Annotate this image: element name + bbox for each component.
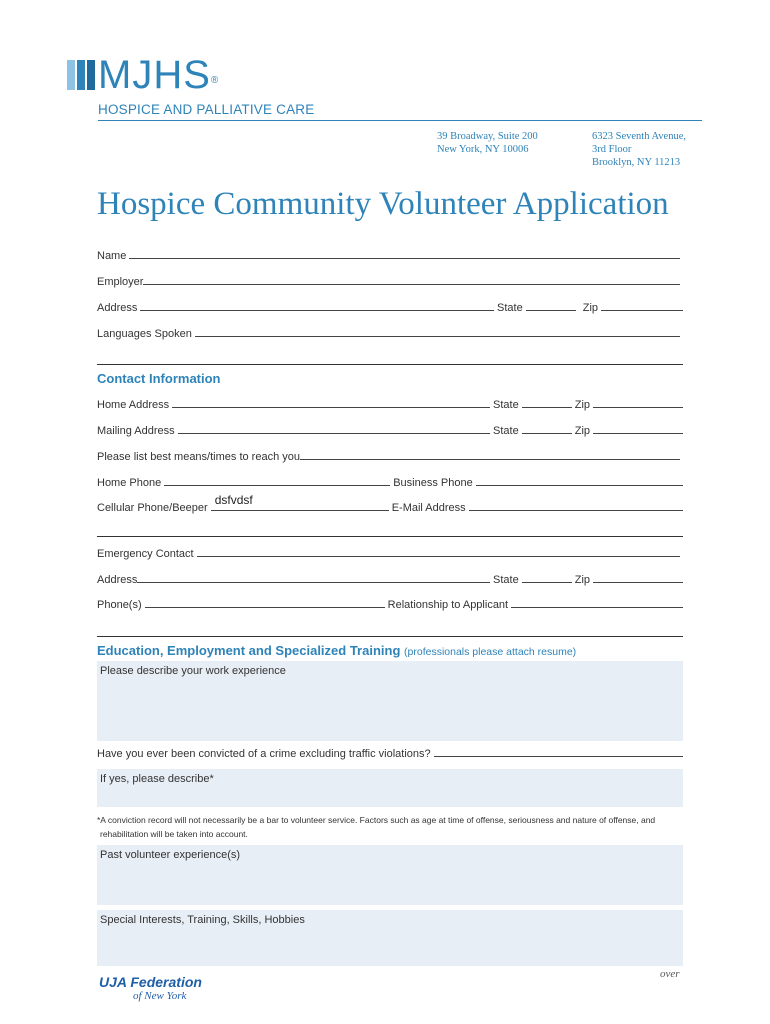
name-label: Name <box>97 250 127 262</box>
employer-field[interactable] <box>97 275 683 289</box>
home-address-row <box>97 398 683 412</box>
address-line: 39 Broadway, Suite 200 <box>437 131 538 142</box>
logo-subtitle: HOSPICE AND PALLIATIVE CARE <box>98 102 315 117</box>
state-line[interactable] <box>522 398 572 408</box>
business-phone-label: Business Phone <box>393 477 473 489</box>
employer-label: Employer <box>97 276 144 288</box>
relationship-line[interactable] <box>511 598 683 608</box>
zip-line[interactable] <box>593 398 683 408</box>
zip-label: Zip <box>574 399 590 411</box>
section-divider <box>97 364 683 365</box>
address-label: Address <box>97 302 138 314</box>
address-line: New York, NY 10006 <box>437 144 529 155</box>
work-experience-box[interactable] <box>97 661 683 741</box>
languages-line[interactable] <box>195 327 680 337</box>
emergency-contact-line[interactable] <box>197 547 680 557</box>
address-row <box>97 301 683 315</box>
special-interests-box[interactable] <box>97 910 683 966</box>
mailing-address-label: Mailing Address <box>97 425 175 437</box>
page-title: Hospice Community Volunteer Application <box>97 186 669 222</box>
phones-label: Phone(s) <box>97 599 142 611</box>
crime-question-field[interactable] <box>97 747 683 761</box>
section-divider <box>97 536 683 537</box>
state-line[interactable] <box>526 301 576 311</box>
zip-line[interactable] <box>593 424 683 434</box>
zip-label: Zip <box>574 574 590 586</box>
state-label: State <box>493 574 519 586</box>
crime-question-line[interactable] <box>434 747 683 757</box>
best-means-field[interactable] <box>97 450 683 464</box>
zip-line[interactable] <box>601 301 683 311</box>
home-phone-label: Home Phone <box>97 477 162 489</box>
employer-line[interactable] <box>143 275 680 285</box>
business-phone-line[interactable] <box>476 476 683 486</box>
address-line-input[interactable] <box>140 301 494 311</box>
contact-heading: Contact Information <box>97 371 221 386</box>
home-address-line[interactable] <box>172 398 490 408</box>
email-line[interactable] <box>469 501 683 511</box>
uja-federation-logo-subtitle: of New York <box>133 990 187 1002</box>
registered-mark: ® <box>210 75 220 86</box>
footnote-line: rehabilitation will be taken into account. <box>100 829 248 839</box>
address-line-input[interactable] <box>137 573 490 583</box>
name-line[interactable] <box>129 249 680 259</box>
address-line: 3rd Floor <box>592 144 632 155</box>
zip-label: Zip <box>574 425 590 437</box>
conviction-footnote <box>97 813 655 841</box>
address-line: Brooklyn, NY 11213 <box>592 157 681 168</box>
best-means-line[interactable] <box>300 450 680 460</box>
education-heading <box>97 643 576 658</box>
education-heading-text: Education, Employment and Specialized Training <box>97 643 401 658</box>
over-indicator: over <box>660 968 680 980</box>
cellular-label: Cellular Phone/Beeper <box>97 502 208 514</box>
home-phone-line[interactable] <box>164 476 390 486</box>
if-yes-label: If yes, please describe* <box>100 773 214 785</box>
work-experience-label: Please describe your work experience <box>100 665 286 677</box>
emergency-contact-field[interactable] <box>97 547 683 561</box>
past-volunteer-label: Past volunteer experience(s) <box>100 849 241 861</box>
cell-email-row <box>97 493 683 515</box>
zip-label: Zip <box>582 302 598 314</box>
crime-description-box[interactable] <box>97 769 683 807</box>
emergency-phone-row <box>97 598 683 612</box>
logo-wordmark <box>98 52 219 98</box>
best-means-label: Please list best means/times to reach you <box>97 451 300 463</box>
emergency-address-row <box>97 573 683 587</box>
state-line[interactable] <box>522 424 572 434</box>
phone-row <box>97 476 683 490</box>
cellular-value[interactable]: dsfvdsf <box>214 493 253 507</box>
logo-name: MJHS <box>98 53 211 97</box>
education-heading-note: (professionals please attach resume) <box>404 646 577 658</box>
phones-line[interactable] <box>145 598 385 608</box>
state-label: State <box>497 302 523 314</box>
special-interests-label: Special Interests, Training, Skills, Hobbies <box>100 914 305 926</box>
state-line[interactable] <box>522 573 572 583</box>
relationship-label: Relationship to Applicant <box>387 599 509 611</box>
state-label: State <box>493 399 519 411</box>
languages-label: Languages Spoken <box>97 328 192 340</box>
state-label: State <box>493 425 519 437</box>
zip-line[interactable] <box>593 573 683 583</box>
past-volunteer-box[interactable] <box>97 845 683 905</box>
uja-federation-logo: UJA Federation <box>99 974 202 990</box>
email-label: E-Mail Address <box>391 502 466 514</box>
office-address-brooklyn <box>592 130 686 169</box>
languages-field[interactable] <box>97 327 683 341</box>
mjhs-logo-mark-icon <box>67 60 95 90</box>
header-divider <box>98 120 702 121</box>
section-divider <box>97 636 683 637</box>
address-line: 6323 Seventh Avenue, <box>592 131 686 142</box>
emergency-contact-label: Emergency Contact <box>97 548 194 560</box>
mailing-address-line[interactable] <box>178 424 490 434</box>
home-address-label: Home Address <box>97 399 170 411</box>
name-field[interactable] <box>97 249 683 263</box>
office-address-broadway <box>437 130 538 156</box>
crime-question-label: Have you ever been convicted of a crime excluding traffic violations? <box>97 748 431 760</box>
footnote-line: *A conviction record will not necessarily be a bar to volunteer service. Factors such as age at time of offense, seriousness and nature of offense, and <box>97 815 656 825</box>
address-label: Address <box>97 574 138 586</box>
cellular-line[interactable] <box>211 493 389 511</box>
mailing-address-row <box>97 424 683 438</box>
